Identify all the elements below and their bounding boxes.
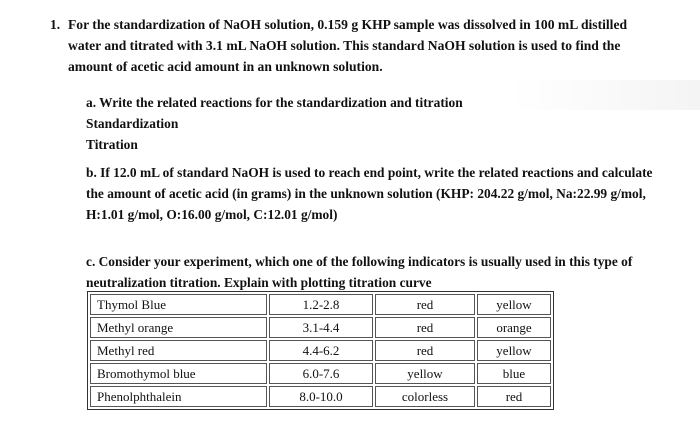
table-row <box>90 363 551 384</box>
part-b <box>86 162 656 225</box>
table-row <box>90 386 551 407</box>
acid-color: red <box>375 294 475 315</box>
base-color: yellow <box>477 294 551 315</box>
part-a <box>86 92 656 155</box>
table-row <box>90 294 551 315</box>
indicator-name: Bromothymol blue <box>90 363 267 384</box>
base-color: red <box>477 386 551 407</box>
indicator-name: Methyl red <box>90 340 267 361</box>
question-1-text: For the standardization of NaOH solution, 0.159 g KHP sample was dissolved in 100 mL distilled water and titrated with 3.1 mL NaOH solution. This standard NaOH solution is used to find the amount of acetic acid amount in an unknown solution. <box>68 17 628 74</box>
part-c-text: c. Consider your experiment, which one of the following indicators is usually used in this type of neutralization titration. Explain with plotting titration curve <box>86 254 633 290</box>
part-a-prompt: a. Write the related reactions for the standardization and titration <box>86 95 463 110</box>
ph-range: 6.0-7.6 <box>269 363 373 384</box>
acid-color: colorless <box>375 386 475 407</box>
acid-color: red <box>375 340 475 361</box>
acid-color: yellow <box>375 363 475 384</box>
part-c <box>86 251 656 293</box>
acid-color: red <box>375 317 475 338</box>
indicator-table <box>87 291 554 410</box>
question-1 <box>50 14 660 77</box>
indicator-name: Phenolphthalein <box>90 386 267 407</box>
part-a-titration-label: Titration <box>86 137 138 152</box>
base-color: yellow <box>477 340 551 361</box>
ph-range: 1.2-2.8 <box>269 294 373 315</box>
ph-range: 8.0-10.0 <box>269 386 373 407</box>
question-number: 1. <box>50 17 61 32</box>
ph-range: 4.4-6.2 <box>269 340 373 361</box>
ph-range: 3.1-4.4 <box>269 317 373 338</box>
indicator-name: Methyl orange <box>90 317 267 338</box>
part-b-text: b. If 12.0 mL of standard NaOH is used to reach end point, write the related reactions and calculate the amount of acetic acid (in grams) in the unknown solution (KHP: 204.22 g/mol, Na:22.99 g/mol, H:1.01 g/mol, O:16.00 g/mol, C:12.01 g/mol) <box>86 165 653 222</box>
base-color: blue <box>477 363 551 384</box>
table-row <box>90 340 551 361</box>
part-a-standardization-label: Standardization <box>86 116 179 131</box>
table-row <box>90 317 551 338</box>
indicator-name: Thymol Blue <box>90 294 267 315</box>
base-color: orange <box>477 317 551 338</box>
